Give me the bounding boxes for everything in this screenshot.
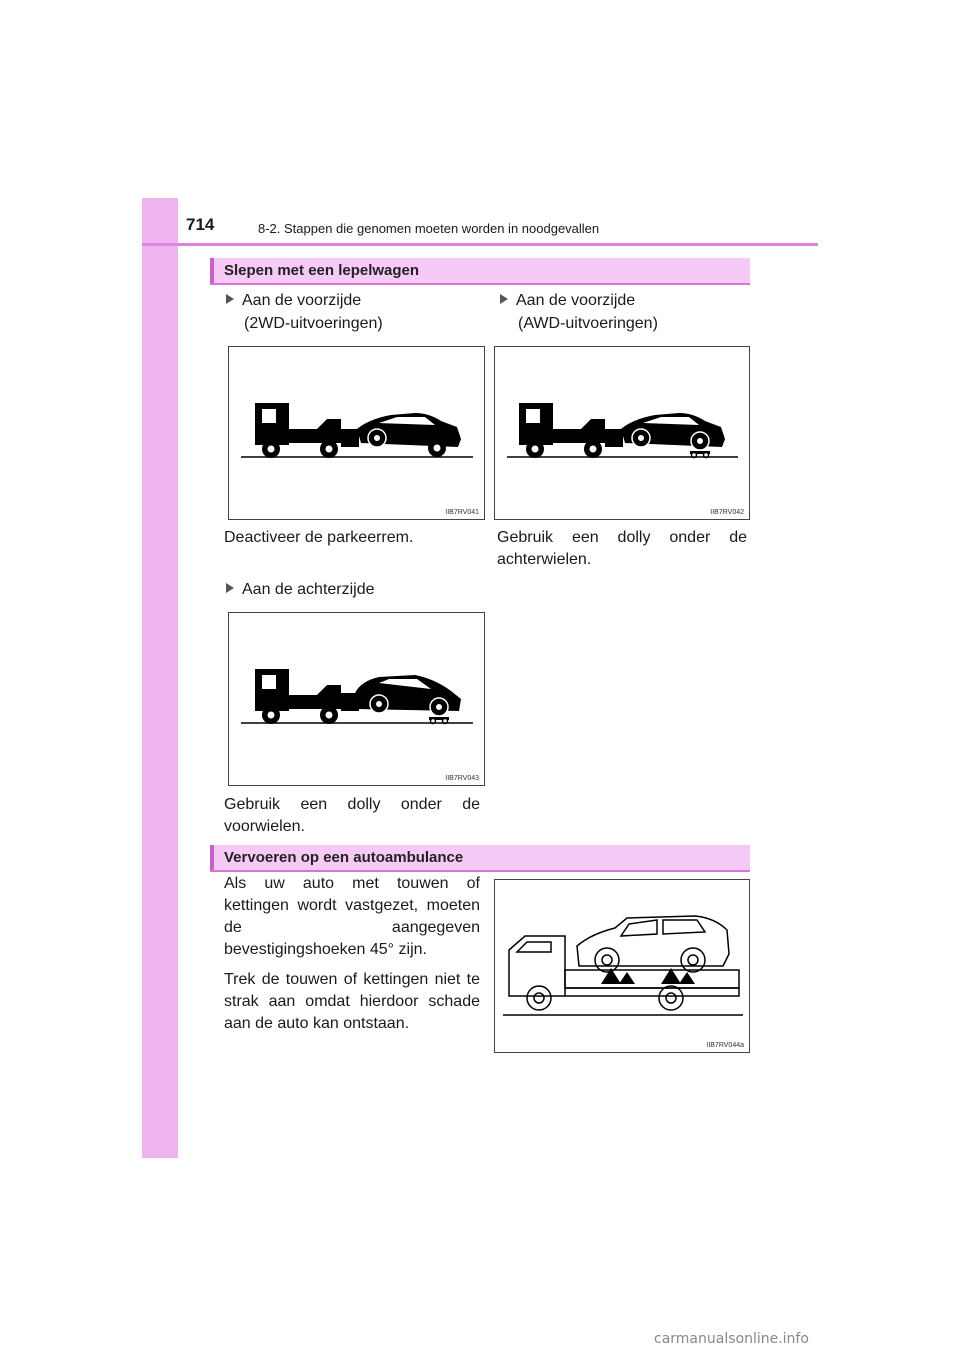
figure-rear	[228, 612, 485, 786]
tow-truck-rear-illustration	[229, 613, 486, 787]
tow-truck-front-awd-illustration	[495, 347, 751, 521]
caption-front-awd: Gebruik een dolly onder de achterwielen.	[497, 529, 747, 568]
figure-code: IIB7RV042	[710, 509, 744, 516]
figure-code: IIB7RV044a	[706, 1042, 744, 1049]
section-heading-car-carrier	[210, 845, 750, 872]
item-front-2wd-label: Aan de voorzijde (2WD-uitvoeringen)	[226, 289, 383, 335]
figure-front-awd	[494, 346, 750, 520]
page-number: 714	[186, 215, 215, 234]
item-rear-label: Aan de achterzijde	[226, 578, 375, 601]
section-title: Vervoeren op een autoambulance	[224, 849, 464, 866]
section-heading-tow-truck	[210, 258, 750, 285]
section-title: Slepen met een lepelwagen	[224, 262, 420, 279]
chapter-tab-sidebar	[142, 198, 178, 1158]
item-front-awd-label: Aan de voorzijde (AWD-uitvoeringen)	[500, 289, 658, 335]
figure-code: IIB7RV041	[445, 509, 479, 516]
carrier-paragraph-tension: Trek de touwen of kettingen niet te strak aan omdat hierdoor schade aan de auto kan ontstaan.	[224, 971, 480, 1032]
bullet-triangle-icon	[226, 294, 234, 304]
car-carrier-illustration	[495, 880, 751, 1054]
carrier-instructions	[224, 873, 480, 1043]
header-divider	[142, 243, 818, 246]
watermark-text: carmanualsonline.info	[654, 1331, 809, 1347]
carrier-paragraph-angle: Als uw auto met touwen of kettingen wordt vastgezet, moeten de aangegeven bevestigingshoeken 45° zijn.	[224, 875, 480, 958]
tow-truck-front-2wd-illustration	[229, 347, 486, 521]
bullet-triangle-icon	[500, 294, 508, 304]
chapter-title: 8-2. Stappen die genomen moeten worden in noodgevallen	[258, 221, 600, 236]
bullet-triangle-icon	[226, 583, 234, 593]
caption-rear: Gebruik een dolly onder de voorwielen.	[224, 796, 480, 835]
figure-front-2wd	[228, 346, 485, 520]
figure-car-carrier	[494, 879, 750, 1053]
section-accent	[210, 845, 214, 870]
section-accent	[210, 258, 214, 283]
figure-code: IIB7RV043	[445, 775, 479, 782]
caption-front-2wd: Deactiveer de parkeerrem.	[224, 529, 414, 546]
